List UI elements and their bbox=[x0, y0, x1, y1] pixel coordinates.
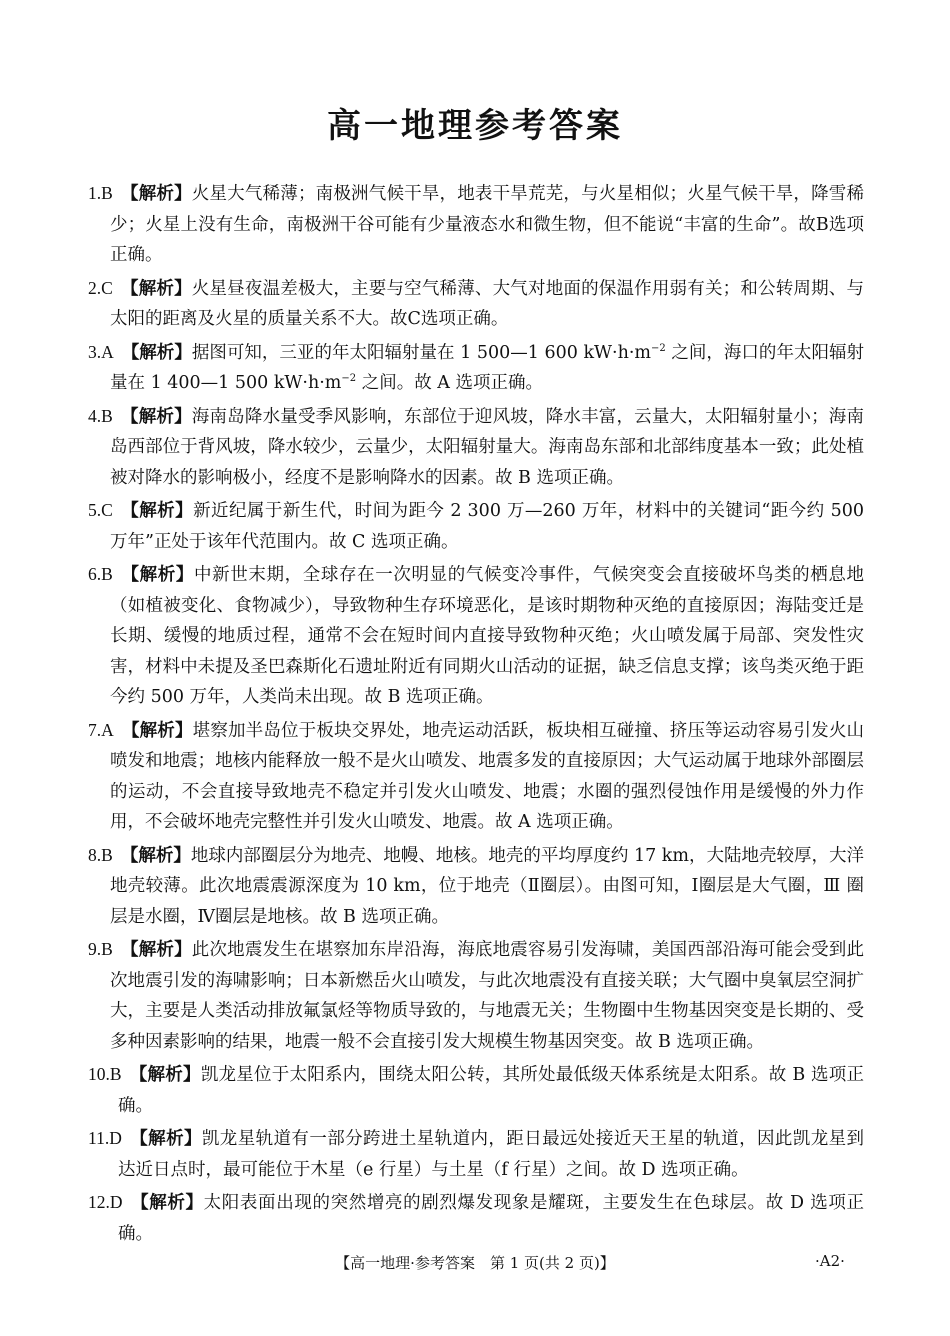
answer-number: 7. bbox=[88, 719, 102, 740]
answer-choice: B bbox=[101, 844, 113, 865]
answer-choice: C bbox=[101, 277, 113, 298]
answer-choice: C bbox=[101, 500, 113, 520]
answer-text: 太阳表面出现的突然增亮的剧烈爆发现象是耀斑，主要发生在色球层。故 D 选项正确。 bbox=[118, 1193, 865, 1244]
analysis-tag: 【解析】 bbox=[130, 1193, 204, 1213]
answer-item-4 bbox=[88, 401, 864, 494]
answer-text-part-3: 之间。故 A 选项正确。 bbox=[356, 373, 543, 393]
analysis-tag: 【解析】 bbox=[120, 501, 194, 521]
analysis-tag: 【解析】 bbox=[120, 184, 192, 204]
answer-number: 4. bbox=[88, 405, 102, 426]
answer-item-11 bbox=[88, 1123, 864, 1185]
answer-text: 中新世末期，全球存在一次明显的气候变冷事件，气候突变会直接破坏鸟类的栖息地（如植被变化、食物减少），导致物种生存环境恶化，是该时期物种灭绝的直接原因；海陆变迁是长期、缓慢的地质过程，通常不会在短时间内直接导致物种灭绝；火山喷发属于局部、突发性灾害，材料中未提及圣巴森斯化石遗址附近有同期火山活动的证据，缺乏信息支撑；该鸟类灭绝于距今约 500 万年，人类尚未出现。故 B 选项正确。 bbox=[110, 565, 865, 707]
answer-choice: B bbox=[101, 939, 113, 959]
analysis-tag: 【解析】 bbox=[129, 1065, 201, 1085]
answer-number: 5. bbox=[88, 500, 102, 520]
answer-choice: B bbox=[101, 405, 113, 426]
answer-item-2 bbox=[88, 273, 864, 335]
answer-number: 12. bbox=[88, 1192, 110, 1212]
unit-exponent: −2 bbox=[341, 373, 357, 385]
answer-text: 火星昼夜温差极大，主要与空气稀薄、大气对地面的保温作用弱有关；和公转周期、与太阳的距离及火星的质量关系不大。故C选项正确。 bbox=[110, 278, 865, 329]
analysis-tag: 【解析】 bbox=[120, 406, 192, 427]
answer-item-1 bbox=[88, 178, 864, 271]
answer-number: 6. bbox=[88, 564, 102, 584]
answer-item-10 bbox=[88, 1059, 864, 1121]
answer-text: 凯龙星位于太阳系内，围绕太阳公转，其所处最低级天体系统是太阳系。故 B 选项正确。 bbox=[118, 1065, 865, 1116]
answer-number: 11. bbox=[88, 1128, 110, 1148]
answer-choice: B bbox=[109, 1064, 122, 1084]
answer-item-6 bbox=[88, 559, 864, 713]
answer-list bbox=[88, 178, 864, 1251]
answer-item-3 bbox=[88, 337, 864, 399]
answer-text: 新近纪属于新生代，时间为距今 2 300 万—260 万年，材料中的关键词“距今约 500 万年”正处于该年代范围内。故 C 选项正确。 bbox=[110, 501, 865, 552]
answer-text-part-1: 据图可知，三亚的年太阳辐射量在 1 500—1 600 kW·h·m bbox=[191, 342, 652, 363]
answer-text-part-2: 之间，海口的年太阳辐射量在 1 400—1 500 kW·h·m bbox=[110, 342, 865, 393]
answer-choice: A bbox=[101, 341, 114, 362]
answer-text: 此次地震发生在堪察加东岸沿海，海底地震容易引发海啸，美国西部沿海可能会受到此次地震引发的海啸影响；日本新燃岳火山喷发，与此次地震没有直接关联；大气圈中臭氧层空洞扩大，主要是人类活动排放氟氯烃等物质导致的，与地震无关；生物圈中生物基因突变是长期的、受多种因素影响的结果，地震一般不会直接引发大规模生物基因突变。故 B 选项正确。 bbox=[110, 940, 865, 1052]
answer-number: 8. bbox=[88, 844, 102, 865]
answer-text: 海南岛降水量受季风影响，东部位于迎风坡，降水丰富，云量大，太阳辐射量小；海南岛西部位于背风坡，降水较少，云量少，太阳辐射量大。海南岛东部和北部纬度基本一致；此处植被对降水的影响极小，经度不是影响降水的因素。故 B 选项正确。 bbox=[110, 406, 865, 488]
answer-choice: D bbox=[109, 1192, 123, 1212]
answer-number: 10. bbox=[88, 1064, 110, 1084]
answer-number: 2. bbox=[88, 277, 102, 298]
answer-item-12 bbox=[88, 1187, 864, 1249]
page-title: 高一地理参考答案 bbox=[327, 106, 623, 146]
answer-item-9 bbox=[88, 934, 864, 1057]
analysis-tag: 【解析】 bbox=[120, 278, 192, 299]
answer-item-5 bbox=[88, 495, 864, 557]
answer-item-8 bbox=[88, 840, 864, 933]
analysis-tag: 【解析】 bbox=[121, 720, 193, 741]
analysis-tag: 【解析】 bbox=[121, 342, 192, 363]
answer-item-7 bbox=[88, 715, 864, 838]
answer-number: 3. bbox=[88, 341, 102, 362]
page-footer: 【高一地理·参考答案 第 1 页(共 2 页)】 bbox=[335, 1254, 615, 1272]
page-code: ·A2· bbox=[815, 1252, 845, 1270]
answer-number: 9. bbox=[88, 939, 102, 959]
answer-choice: B bbox=[101, 183, 113, 203]
analysis-tag: 【解析】 bbox=[120, 845, 191, 866]
analysis-tag: 【解析】 bbox=[120, 565, 194, 585]
answer-choice: B bbox=[101, 564, 113, 584]
unit-exponent: −2 bbox=[651, 342, 666, 354]
answer-choice: A bbox=[101, 719, 114, 740]
analysis-tag: 【解析】 bbox=[120, 940, 192, 960]
answer-text: 地球内部圈层分为地壳、地幔、地核。地壳的平均厚度约 17 km，大陆地壳较厚，大洋地壳较薄。此次地震震源深度为 10 km，位于地壳（Ⅱ圈层）。由图可知，Ⅰ圈层是大气圈，Ⅲ 圈层是水圈，Ⅳ圈层是地核。故 B 选项正确。 bbox=[110, 845, 865, 927]
answer-text: 火星大气稀薄；南极洲气候干旱，地表干旱荒芜，与火星相似；火星气候干旱，降雪稀少；火星上没有生命，南极洲干谷可能有少量液态水和微生物，但不能说“丰富的生命”。故B选项正确。 bbox=[110, 184, 865, 265]
answer-text: 堪察加半岛位于板块交界处，地壳运动活跃，板块相互碰撞、挤压等运动容易引发火山喷发和地震；地核内能释放一般不是火山喷发、地震多发的直接原因；大气运动属于地球外部圈层的运动，不会直接导致地壳不稳定并引发火山喷发、地震；水圈的强烈侵蚀作用是缓慢的外力作用，不会破坏地壳完整性并引发火山喷发、地震。故 A 选项正确。 bbox=[110, 720, 865, 832]
answer-choice: D bbox=[109, 1128, 122, 1148]
analysis-tag: 【解析】 bbox=[129, 1129, 202, 1149]
answer-text: 凯龙星轨道有一部分跨进土星轨道内，距日最远处接近天王星的轨道，因此凯龙星到达近日点时，最可能位于木星（e 行星）与土星（f 行星）之间。故 D 选项正确。 bbox=[118, 1129, 865, 1180]
answer-number: 1. bbox=[88, 183, 102, 203]
